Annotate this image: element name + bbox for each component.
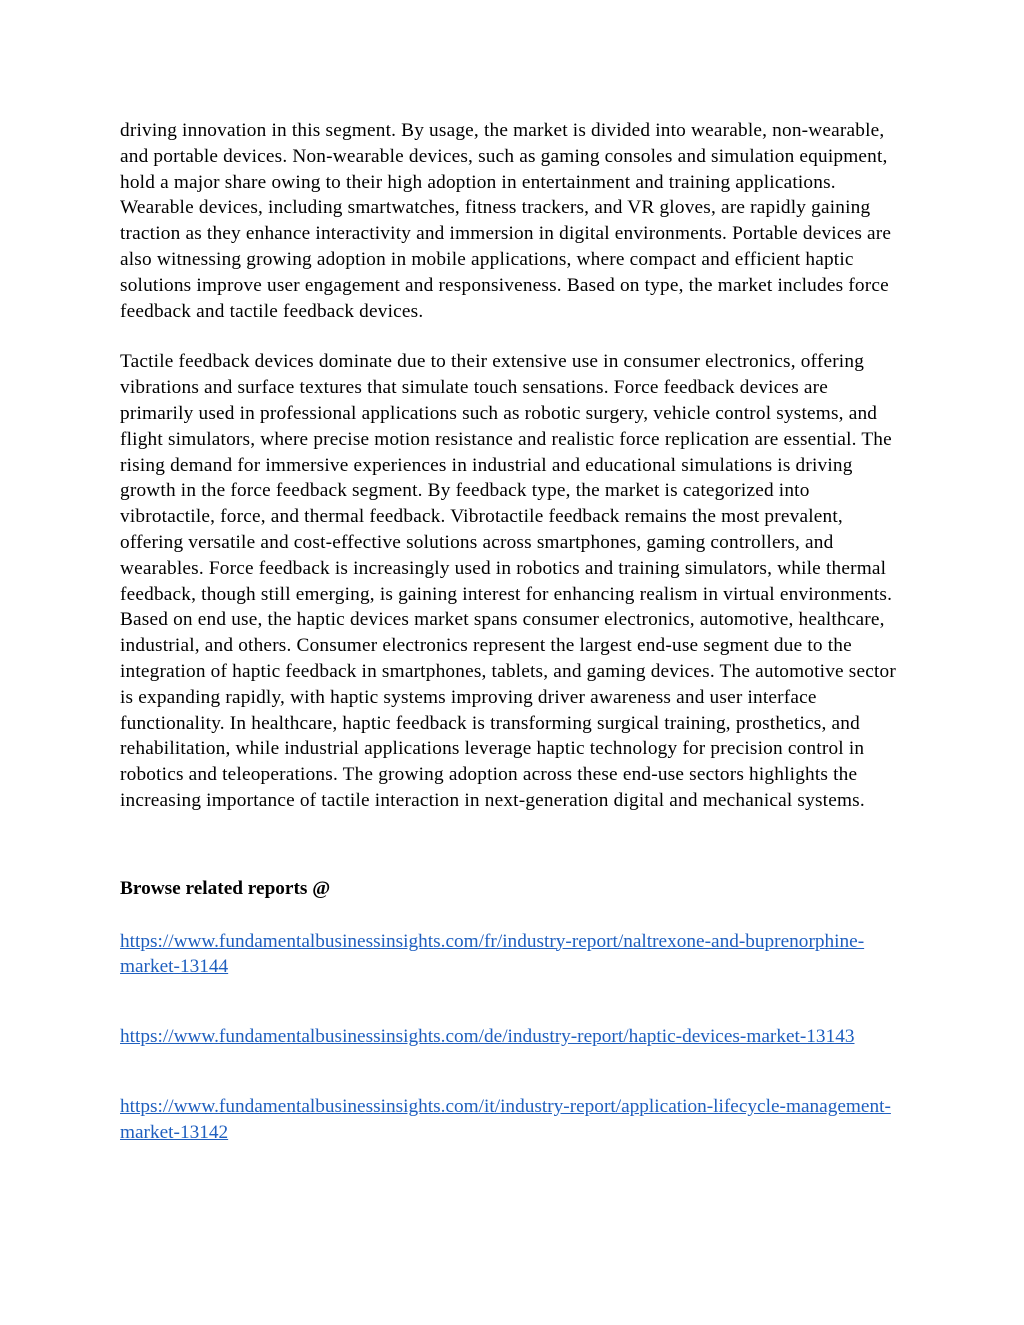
link-spacer-2: [120, 980, 904, 1024]
paragraph-2: Tactile feedback devices dominate due to their extensive use in consumer electronics, offering vibrations and surface textures that simulate touch sensations. Force feedback devices are primarily used in professional applications such as robotic surgery, vehicle control systems, and flight simulators, where precise motion resistance and realistic force replication are essential. The rising demand for immersive experiences in industrial and educational simulations is driving growth in the force feedback segment. By feedback type, the market is categorized into vibrotactile, force, and thermal feedback. Vibrotactile feedback remains the most prevalent, offering versatile and cost-effective solutions across smartphones, gaming controllers, and wearables. Force feedback is increasingly used in robotics and training simulators, while thermal feedback, though still emerging, is gaining interest for enhancing realism in virtual environments. Based on end use, the haptic devices market spans consumer electronics, automotive, healthcare, industrial, and others. Consumer electronics represent the largest end-use segment due to the integration of haptic feedback in smartphones, tablets, and gaming devices. The automotive sector is expanding rapidly, with haptic systems improving driver awareness and user interface functionality. In healthcare, haptic feedback is transforming surgical training, prosthetics, and rehabilitation, while industrial applications leverage haptic technology for precision control in robotics and teleoperations. The growing adoption across these end-use sectors highlights the increasing importance of tactile interaction in next-generation digital and mechanical systems.: [120, 351, 896, 811]
browse-related-reports-heading: Browse related reports @: [120, 877, 331, 899]
related-report-link-1-wrapper: [120, 929, 904, 981]
related-report-link-3[interactable]: https://www.fundamentalbusinessinsights.com/it/industry-report/application-lifecycle-management-market-13142: [120, 1095, 891, 1143]
related-report-link-1[interactable]: https://www.fundamentalbusinessinsights.com/fr/industry-report/naltrexone-and-buprenorphine-market-13144: [120, 930, 865, 978]
related-report-link-2-wrapper: [120, 1024, 904, 1050]
related-report-link-2[interactable]: https://www.fundamentalbusinessinsights.com/de/industry-report/haptic-devices-market-13143: [120, 1026, 855, 1048]
section-spacer: [120, 814, 904, 876]
link-spacer-1: [120, 902, 904, 929]
paragraph-1: driving innovation in this segment. By usage, the market is divided into wearable, non-wearable, and portable devices. Non-wearable devices, such as gaming consoles and simulation equipment, hold a major share owing to their high adoption in entertainment and training applications. Wearable devices, including smartwatches, fitness trackers, and VR gloves, are rapidly gaining traction as they enhance interactivity and immersion in digital environments. Portable devices are also witnessing growing adoption in mobile applications, where compact and efficient haptic solutions improve user engagement and responsiveness. Based on type, the market includes force feedback and tactile feedback devices.: [120, 120, 892, 322]
link-spacer-3: [120, 1050, 904, 1094]
related-report-link-3-wrapper: [120, 1094, 904, 1146]
paragraph-spacer: [120, 324, 904, 349]
